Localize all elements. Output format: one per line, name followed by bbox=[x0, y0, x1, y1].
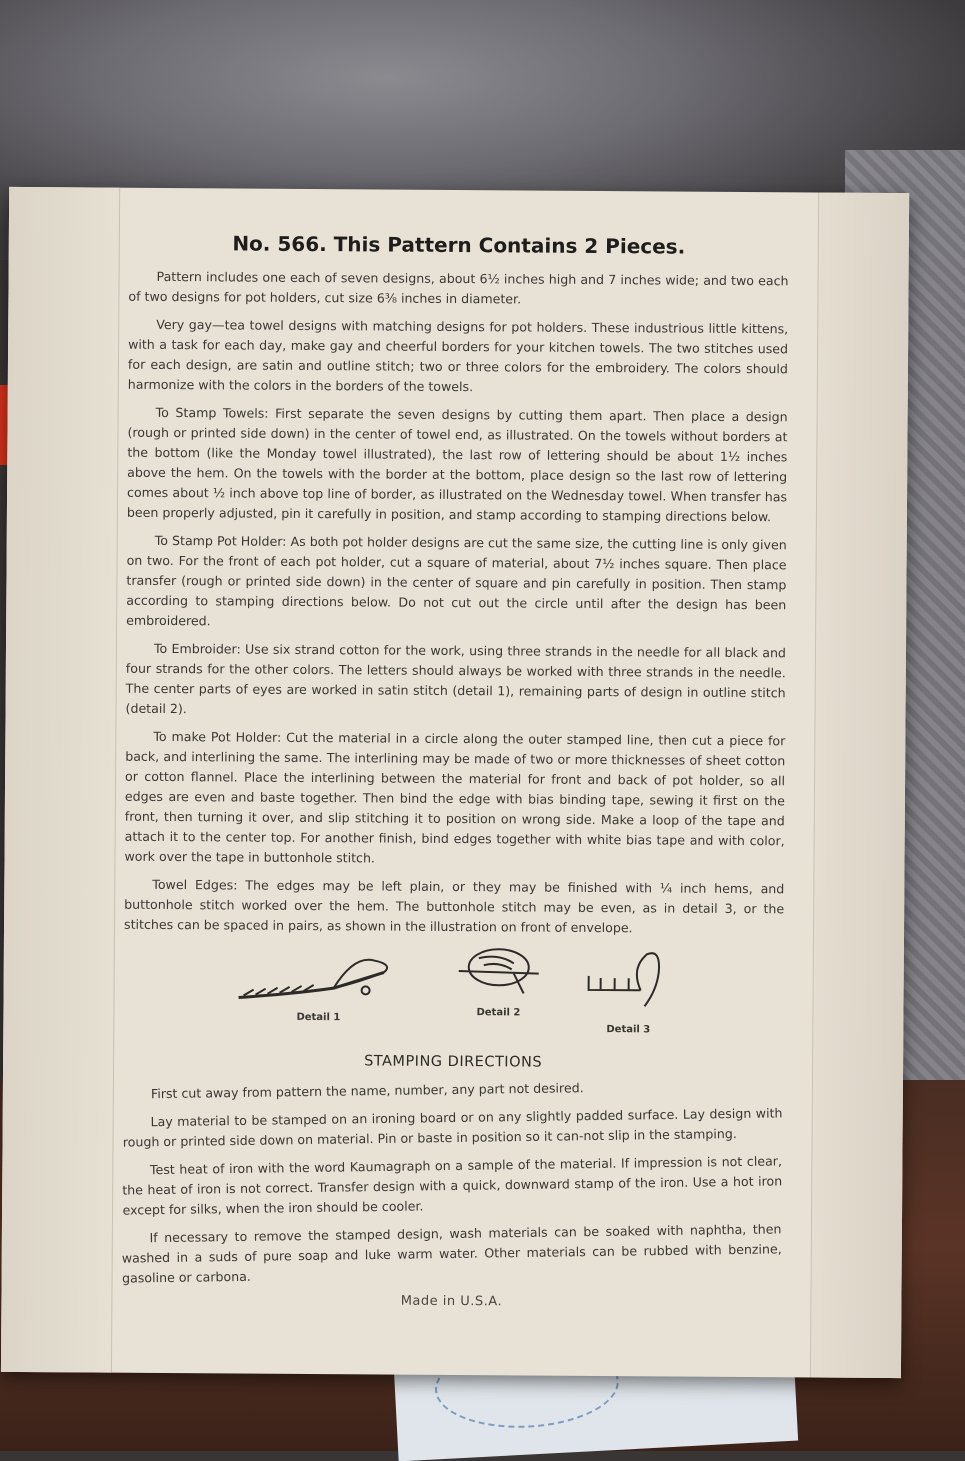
paragraph-stamp-pot-holder: To Stamp Pot Holder: As both pot holder designs are cut the same size, the cutting line is only given on two. For the front of each pot holder, cut a square of material, about 7½ inches square. Then place transfer (rough or printed side down) in the center of square and pin carefully in position. Then stamp according to stamping directions below. Do not cut out the circle until after the design has been embroidered. bbox=[126, 532, 787, 629]
stamping-step-2: Lay material to be stamped on an ironing board or on any slightly padded surface. Lay design with rough or printed side down on material. Pin or baste in position so it can-not slip in the stamping. bbox=[122, 1105, 783, 1150]
stitch-details bbox=[123, 949, 784, 1049]
buttonhole-stitch-icon bbox=[578, 946, 679, 1021]
stamping-step-1: First cut away from pattern the name, number, any part not desired. bbox=[150, 1080, 584, 1102]
envelope-right-flap bbox=[810, 193, 909, 1379]
paragraph-towel-edges: Towel Edges: The edges may be left plain, or they may be finished with ¼ inch hems, and buttonhole stitch worked over the hem. The buttonhole stitch may be even, as in detail 3, or the stitches can be spaced in pairs, as shown in the illustration on front of envelope. bbox=[124, 876, 785, 936]
pattern-instruction-sheet bbox=[1, 187, 909, 1378]
satin-stitch-icon bbox=[233, 949, 403, 1008]
detail-1-label: Detail 1 bbox=[296, 1011, 341, 1024]
detail-1 bbox=[233, 949, 404, 1028]
pattern-title: No. 566. This Pattern Contains 2 Pieces. bbox=[232, 231, 686, 259]
stamping-step-4: If necessary to remove the stamped design, wash materials can be soaked with naphtha, then washed in a suds of pure soap and luke warm water. Other materials can be rubbed with benzine, gasoline or carbona. bbox=[121, 1221, 782, 1286]
instruction-text bbox=[121, 233, 789, 1315]
stamping-step-3: Test heat of iron with the word Kaumagraph on a sample of the material. If impression is not clear, the heat of iron is not correct. Transfer design with a quick, downward stamp of the iron. Use a hot iron except for silks, when the iron should be cooler. bbox=[122, 1153, 783, 1218]
detail-2-label: Detail 2 bbox=[476, 1007, 521, 1019]
paragraph-description: Very gay—tea towel designs with matching designs for pot holders. These industrious little kittens, with a task for each day, make gay and cheerful borders for your kitchen towels. The two stitches used for each design, are satin and outline stitch; two or three colors for the embroidery. The colors should harmonize with the colors in the borders of the towels. bbox=[127, 316, 789, 395]
detail-3 bbox=[578, 946, 679, 1041]
stamping-directions bbox=[122, 1078, 783, 1287]
paragraph-embroider: To Embroider: Use six strand cotton for the work, using three strands in the needle for all black and four strands for the other colors. The letters should always be worked with three strands in the needle. The center parts of eyes are worked in satin stitch (detail 1), remaining parts of design in outline stitch (detail 2). bbox=[125, 640, 787, 717]
detail-2 bbox=[453, 943, 544, 1024]
stamping-directions-heading: STAMPING DIRECTIONS bbox=[364, 1053, 543, 1071]
paragraph-stamp-towels: To Stamp Towels: First separate the seven designs by cutting them apart. Then place a design (rough or printed side down) in the center of towel end, as illustrated. On the towels without borders at the bottom (like the Monday towel illustrated), the last row of lettering should be about 1½ inches above the hem. On the towels with the border at the bottom, place design so the last row of lettering comes about ½ inch above top line of border, as illustrated on the Wednesday towel. When transfer has been properly adjusted, pin it carefully in position, and stamp according to stamping directions below. bbox=[126, 404, 788, 525]
envelope-left-flap bbox=[1, 187, 120, 1373]
paragraph-contents: Pattern includes one each of seven designs, about 6½ inches high and 7 inches wide; and two each of two designs for pot holders, cut size 6⅜ inches in diameter. bbox=[128, 268, 789, 307]
detail-3-label: Detail 3 bbox=[606, 1024, 651, 1036]
made-in-usa: Made in U.S.A. bbox=[400, 1293, 503, 1310]
outline-stitch-icon bbox=[454, 943, 544, 1004]
paragraph-make-pot-holder: To make Pot Holder: Cut the material in a circle along the outer stamped line, then cut a piece for back, and interlining the same. The interlining may be made of two or more thicknesses of sheet cotton or cotton flannel. Place the interlining between the material for front and back of pot holder, so all edges are even and baste together. Then bind the edge with bias binding tape, sewing it first on the front, then turning it over, and slip stitching it to position on wrong side. Make a loop of the tape and attach it to the center top. For another finish, bind edges together with white bias tape and with color, work over the tape in buttonhole stitch. bbox=[124, 728, 786, 866]
